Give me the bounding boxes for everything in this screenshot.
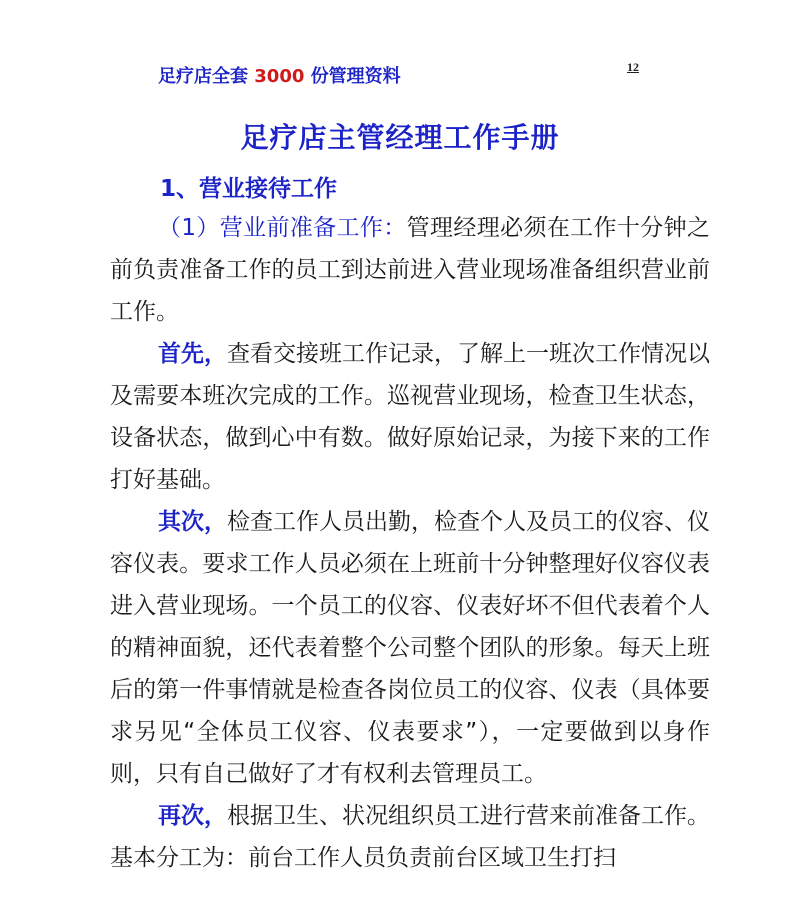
- paragraph-text: 根据卫生、状况组织员工进行营来前准备工作。基本分工为：前台工作人员负责前台区域卫生打扫: [110, 803, 710, 871]
- page-number: 12: [627, 60, 639, 74]
- document-header: [158, 62, 401, 88]
- paragraph-text: 查看交接班工作记录，了解上一班次工作情况以及需要本班次完成的工作。巡视营业现场，检查卫生状态，设备状态，做到心中有数。做好原始记录，为接下来的工作打好基础。: [110, 341, 710, 493]
- paragraph-text: 检查工作人员出勤，检查个人及员工的仪容、仪容仪表。要求工作人员必须在上班前十分钟整理好仪容仪表进入营业现场。一个员工的仪容、仪表好坏不但代表着个人的精神面貌，还代表着整个公司整个团队的形象。每天上班后的第一件事情就是检查各岗位员工的仪容、仪表（具体要求另见“全体员工仪容、仪表要求”），一定要做到以身作则，只有自己做好了才有权利去管理员工。: [110, 509, 710, 787]
- document-title: 足疗店主管经理工作手册: [240, 121, 560, 154]
- header-number: 3000: [254, 66, 305, 87]
- paragraph: [110, 501, 710, 795]
- document-body: [110, 207, 710, 879]
- paragraph-lead: 首先，: [158, 341, 227, 367]
- section-heading: 1、营业接待工作: [160, 176, 338, 202]
- header-prefix: 足疗店全套: [158, 66, 248, 87]
- paragraph: [110, 333, 710, 501]
- paragraph-text: 管理经理必须在工作十分钟之前负责准备工作的员工到达前进入营业现场准备组织营业前工作。: [110, 215, 711, 325]
- paragraph: [110, 207, 710, 333]
- paragraph: [110, 795, 710, 879]
- paragraph-lead: 其次，: [158, 509, 227, 535]
- paragraph-lead: 再次，: [158, 803, 227, 829]
- header-suffix: 份管理资料: [310, 66, 401, 87]
- paragraph-lead: （1）营业前准备工作：: [158, 215, 407, 241]
